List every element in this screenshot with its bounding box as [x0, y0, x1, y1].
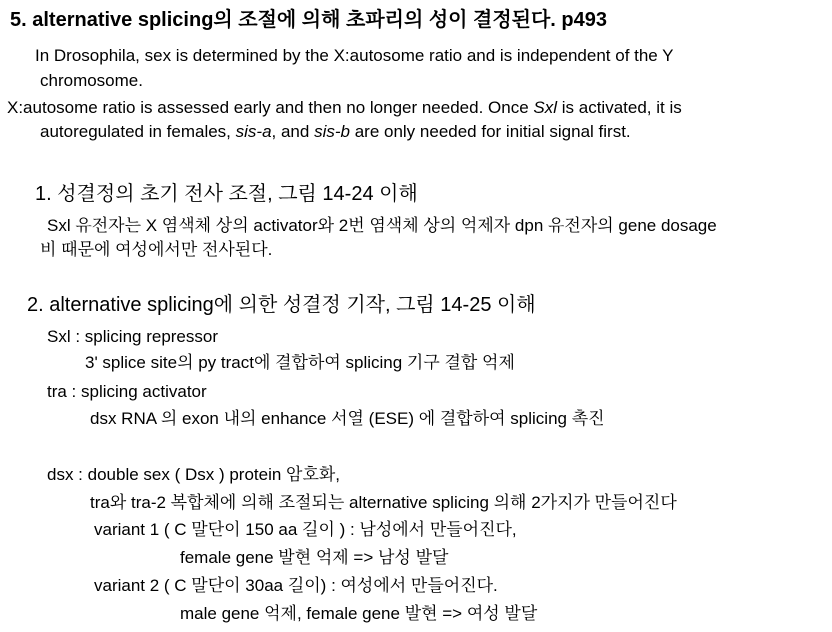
- intro-line-3-text-a: X:autosome ratio is assessed early and then no longer needed. Once: [7, 98, 534, 117]
- dsx-label: dsx : double sex ( Dsx ) protein 암호화,: [47, 465, 341, 484]
- variant-1: variant 1 ( C 말단이 150 aa 길이 ) : 남성에서 만들어진다,: [94, 520, 517, 539]
- tra-label: tra : splicing activator: [47, 382, 207, 401]
- section-1-text-2: 비 때문에 여성에서만 전사된다.: [40, 240, 273, 259]
- section-2-heading: 2. alternative splicing에 의한 성결정 기작, 그림 14-25 이해: [27, 294, 536, 316]
- intro-line-4-text-e: are only needed for initial signal first.: [349, 122, 631, 141]
- section-1-text-1: Sxl 유전자는 X 염색체 상의 activator와 2번 염색체 상의 억제자 dpn 유전자의 gene dosage: [47, 216, 717, 235]
- sis-a-italic: sis-a: [235, 122, 272, 141]
- variant-1-effect: female gene 발현 억제 => 남성 발달: [180, 548, 449, 567]
- intro-line-3: [7, 99, 682, 116]
- sxl-label: Sxl : splicing repressor: [47, 327, 219, 346]
- intro-line-1: In Drosophila, sex is determined by the X:autosome ratio and is independent of the Y: [35, 46, 674, 65]
- dsx-description: tra와 tra-2 복합체에 의해 조절되는 alternative splicing 의해 2가지가 만들어진다: [90, 493, 677, 512]
- sis-b-italic: sis-b: [314, 122, 350, 141]
- sxl-italic: Sxl: [533, 98, 558, 117]
- intro-line-4-text-a: autoregulated in females,: [40, 122, 236, 141]
- intro-line-2: chromosome.: [40, 71, 143, 90]
- section-1-heading: 1. 성결정의 초기 전사 조절, 그림 14-24 이해: [35, 183, 418, 205]
- intro-line-4: [40, 123, 631, 140]
- variant-2-effect: male gene 억제, female gene 발현 => 여성 발달: [180, 604, 538, 623]
- slide-title: 5. alternative splicing의 조절에 의해 초파리의 성이 결정된다. p493: [10, 9, 608, 31]
- variant-2: variant 2 ( C 말단이 30aa 길이) : 여성에서 만들어진다.: [94, 576, 498, 595]
- intro-line-4-text-c: , and: [271, 122, 315, 141]
- tra-description: dsx RNA 의 exon 내의 enhance 서열 (ESE) 에 결합하여 splicing 촉진: [90, 409, 605, 428]
- sxl-description: 3' splice site의 py tract에 결합하여 splicing 기구 결합 억제: [85, 353, 515, 372]
- intro-line-3-text-c: is activated, it is: [557, 98, 682, 117]
